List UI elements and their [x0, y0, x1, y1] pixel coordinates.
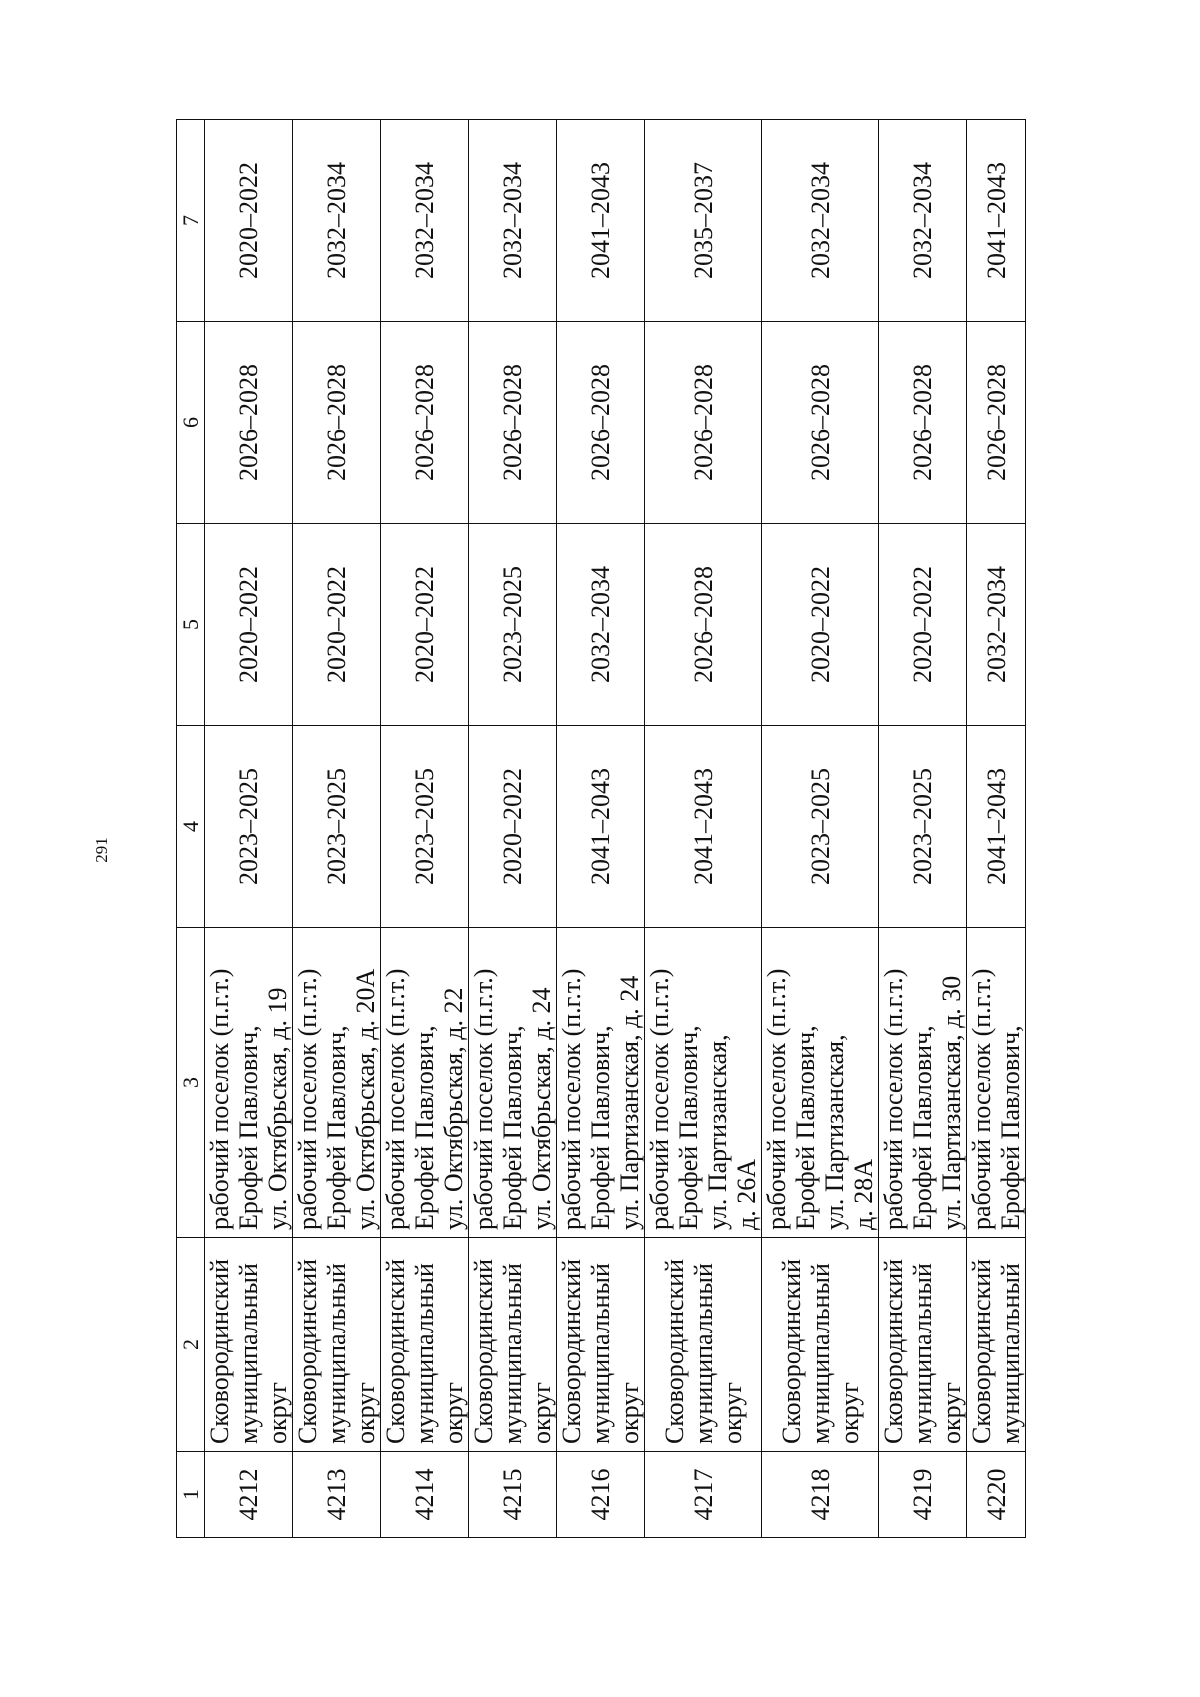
address-cell-line: рабочий поселок (п.г.т.): [469, 968, 498, 1230]
district-cell: [762, 1238, 879, 1452]
address-cell-line: рабочий поселок (п.г.т.): [557, 968, 586, 1230]
period-cell: 2026–2028: [967, 322, 1026, 524]
row-number: 4219: [879, 1452, 967, 1538]
address-cell: [381, 928, 469, 1238]
period-cell: 2020–2022: [469, 726, 557, 928]
column-header: 6: [177, 322, 205, 524]
period-cell: 2023–2025: [469, 524, 557, 726]
district-cell-line: Сковородинский: [205, 1258, 234, 1444]
district-cell-line: муниципальный: [234, 1263, 263, 1444]
district-cell: [645, 1238, 762, 1452]
district-cell-line: Сковородинский: [967, 1258, 996, 1444]
address-cell: [967, 928, 1026, 1238]
table-body: [177, 120, 1026, 1538]
row-number: 4212: [205, 1452, 293, 1538]
column-header: 3: [177, 928, 205, 1238]
period-cell: 2026–2028: [381, 322, 469, 524]
district-cell: [469, 1238, 557, 1452]
address-cell-line: рабочий поселок (п.г.т.): [645, 968, 674, 1230]
table-row: [557, 120, 645, 1538]
period-cell: 2026–2028: [293, 322, 381, 524]
address-cell-line: д. 28А: [849, 1158, 878, 1230]
period-cell: 2026–2028: [879, 322, 967, 524]
address-cell-line: рабочий поселок (п.г.т.): [879, 968, 908, 1230]
period-cell: 2035–2037: [645, 120, 762, 322]
period-cell: 2041–2043: [967, 120, 1026, 322]
address-cell-line: ул. Октябрьская, д. 19: [263, 987, 292, 1230]
district-cell-line: Сковородинский: [381, 1258, 410, 1444]
period-cell: 2020–2022: [205, 524, 293, 726]
address-cell-line: Ерофей Павлович,: [410, 1025, 439, 1230]
address-cell-line: Ерофей Павлович,: [791, 1025, 820, 1230]
district-cell-line: Сковородинский: [557, 1258, 586, 1444]
period-cell: 2020–2022: [381, 524, 469, 726]
column-header: 5: [177, 524, 205, 726]
district-cell: [205, 1238, 293, 1452]
address-cell-line: ул. Октябрьская, д. 20А: [351, 968, 380, 1230]
district-cell-line: Сковородинский: [776, 1258, 806, 1444]
district-cell-line: Сковородинский: [293, 1258, 322, 1444]
address-cell-line: ул. Партизанская,: [703, 1034, 732, 1230]
period-cell: 2026–2028: [645, 524, 762, 726]
address-cell-line: Ерофей Павлович,: [586, 1025, 615, 1230]
row-number: 4213: [293, 1452, 381, 1538]
address-cell: [205, 928, 293, 1238]
period-cell: 2020–2022: [879, 524, 967, 726]
district-cell-line: округ: [439, 1382, 468, 1444]
district-cell-line: Сковородинский: [469, 1258, 498, 1444]
address-cell-line: Ерофей Павлович,: [674, 1025, 703, 1230]
row-number: 4215: [469, 1452, 557, 1538]
period-cell: 2020–2022: [293, 524, 381, 726]
period-cell: 2023–2025: [205, 726, 293, 928]
district-cell: [293, 1238, 381, 1452]
address-cell-line: Ерофей Павлович,: [322, 1025, 351, 1230]
district-cell-line: Сковородинский: [879, 1258, 908, 1444]
period-cell: 2032–2034: [469, 120, 557, 322]
column-header: 2: [177, 1238, 205, 1452]
table-row: [762, 120, 879, 1538]
address-cell-line: рабочий поселок (п.г.т.): [205, 968, 234, 1230]
period-cell: 2026–2028: [557, 322, 645, 524]
period-cell: 2041–2043: [645, 726, 762, 928]
address-cell-line: Ерофей Павлович,: [908, 1025, 937, 1230]
district-cell-line: муниципальный: [996, 1263, 1025, 1444]
period-cell: 2026–2028: [645, 322, 762, 524]
page-number: 291: [92, 837, 111, 863]
column-header: 7: [177, 120, 205, 322]
row-number: 4217: [645, 1452, 762, 1538]
period-cell: 2023–2025: [293, 726, 381, 928]
table-row: [205, 120, 293, 1538]
period-cell: 2032–2034: [967, 524, 1026, 726]
district-cell-line: округ: [527, 1382, 556, 1444]
table-row: [879, 120, 967, 1538]
address-cell: [645, 928, 762, 1238]
district-cell-line: округ: [615, 1382, 644, 1444]
row-number: 4214: [381, 1452, 469, 1538]
address-cell-line: ул. Октябрьская, д. 24: [527, 987, 556, 1230]
table-header-row: [177, 120, 205, 1538]
address-cell: [293, 928, 381, 1238]
address-cell-line: Ерофей Павлович,: [996, 1025, 1025, 1230]
table-row: [469, 120, 557, 1538]
district-cell-line: муниципальный: [586, 1263, 615, 1444]
address-cell: [469, 928, 557, 1238]
district-cell-line: муниципальный: [322, 1263, 351, 1444]
district-cell-line: Сковородинский: [659, 1258, 689, 1444]
period-cell: 2041–2043: [557, 120, 645, 322]
period-cell: 2023–2025: [381, 726, 469, 928]
row-number: 4216: [557, 1452, 645, 1538]
housing-schedule-table: [176, 119, 1026, 1538]
district-cell: [557, 1238, 645, 1452]
period-cell: 2023–2025: [762, 726, 879, 928]
rotated-table-wrapper: [176, 120, 1181, 1538]
address-cell-line: Ерофей Павлович,: [234, 1025, 263, 1230]
district-cell-line: муниципальный: [498, 1263, 527, 1444]
address-cell: [557, 928, 645, 1238]
period-cell: 2020–2022: [205, 120, 293, 322]
period-cell: 2032–2034: [879, 120, 967, 322]
period-cell: 2041–2043: [557, 726, 645, 928]
district-cell: [879, 1238, 967, 1452]
period-cell: 2041–2043: [967, 726, 1026, 928]
address-cell-line: рабочий поселок (п.г.т.): [967, 968, 996, 1230]
column-header: 4: [177, 726, 205, 928]
period-cell: 2023–2025: [879, 726, 967, 928]
address-cell-line: рабочий поселок (п.г.т.): [293, 968, 322, 1230]
period-cell: 2026–2028: [762, 322, 879, 524]
district-cell: [967, 1238, 1026, 1452]
address-cell-line: ул. Партизанская, д. 24: [615, 975, 644, 1230]
district-cell-line: округ: [263, 1382, 292, 1444]
district-cell-line: муниципальный: [688, 1263, 718, 1444]
district-cell-line: округ: [834, 1382, 864, 1444]
district-cell-line: муниципальный: [908, 1263, 937, 1444]
address-cell-line: ул. Партизанская,: [820, 1034, 849, 1230]
period-cell: 2026–2028: [469, 322, 557, 524]
district-cell: [381, 1238, 469, 1452]
table-row: [645, 120, 762, 1538]
district-cell-line: муниципальный: [410, 1263, 439, 1444]
table-row: [967, 120, 1026, 1538]
district-cell-line: муниципальный: [805, 1263, 835, 1444]
period-cell: 2032–2034: [293, 120, 381, 322]
row-number: 4218: [762, 1452, 879, 1538]
district-cell-line: округ: [937, 1382, 966, 1444]
address-cell-line: Ерофей Павлович,: [498, 1025, 527, 1230]
address-cell-line: рабочий поселок (п.г.т.): [762, 968, 791, 1230]
address-cell-line: д. 26А: [732, 1158, 761, 1230]
period-cell: 2032–2034: [381, 120, 469, 322]
column-header: 1: [177, 1452, 205, 1538]
address-cell-line: ул. Октябрьская, д. 22: [439, 987, 468, 1230]
period-cell: 2032–2034: [762, 120, 879, 322]
district-cell-line: округ: [351, 1382, 380, 1444]
address-cell: [879, 928, 967, 1238]
district-cell-line: округ: [717, 1382, 747, 1444]
period-cell: 2020–2022: [762, 524, 879, 726]
table-row: [381, 120, 469, 1538]
address-cell-line: ул. Партизанская, д. 30: [937, 975, 966, 1230]
row-number: 4220: [967, 1452, 1026, 1538]
table-row: [293, 120, 381, 1538]
period-cell: 2032–2034: [557, 524, 645, 726]
address-cell-line: рабочий поселок (п.г.т.): [381, 968, 410, 1230]
period-cell: 2026–2028: [205, 322, 293, 524]
address-cell: [762, 928, 879, 1238]
